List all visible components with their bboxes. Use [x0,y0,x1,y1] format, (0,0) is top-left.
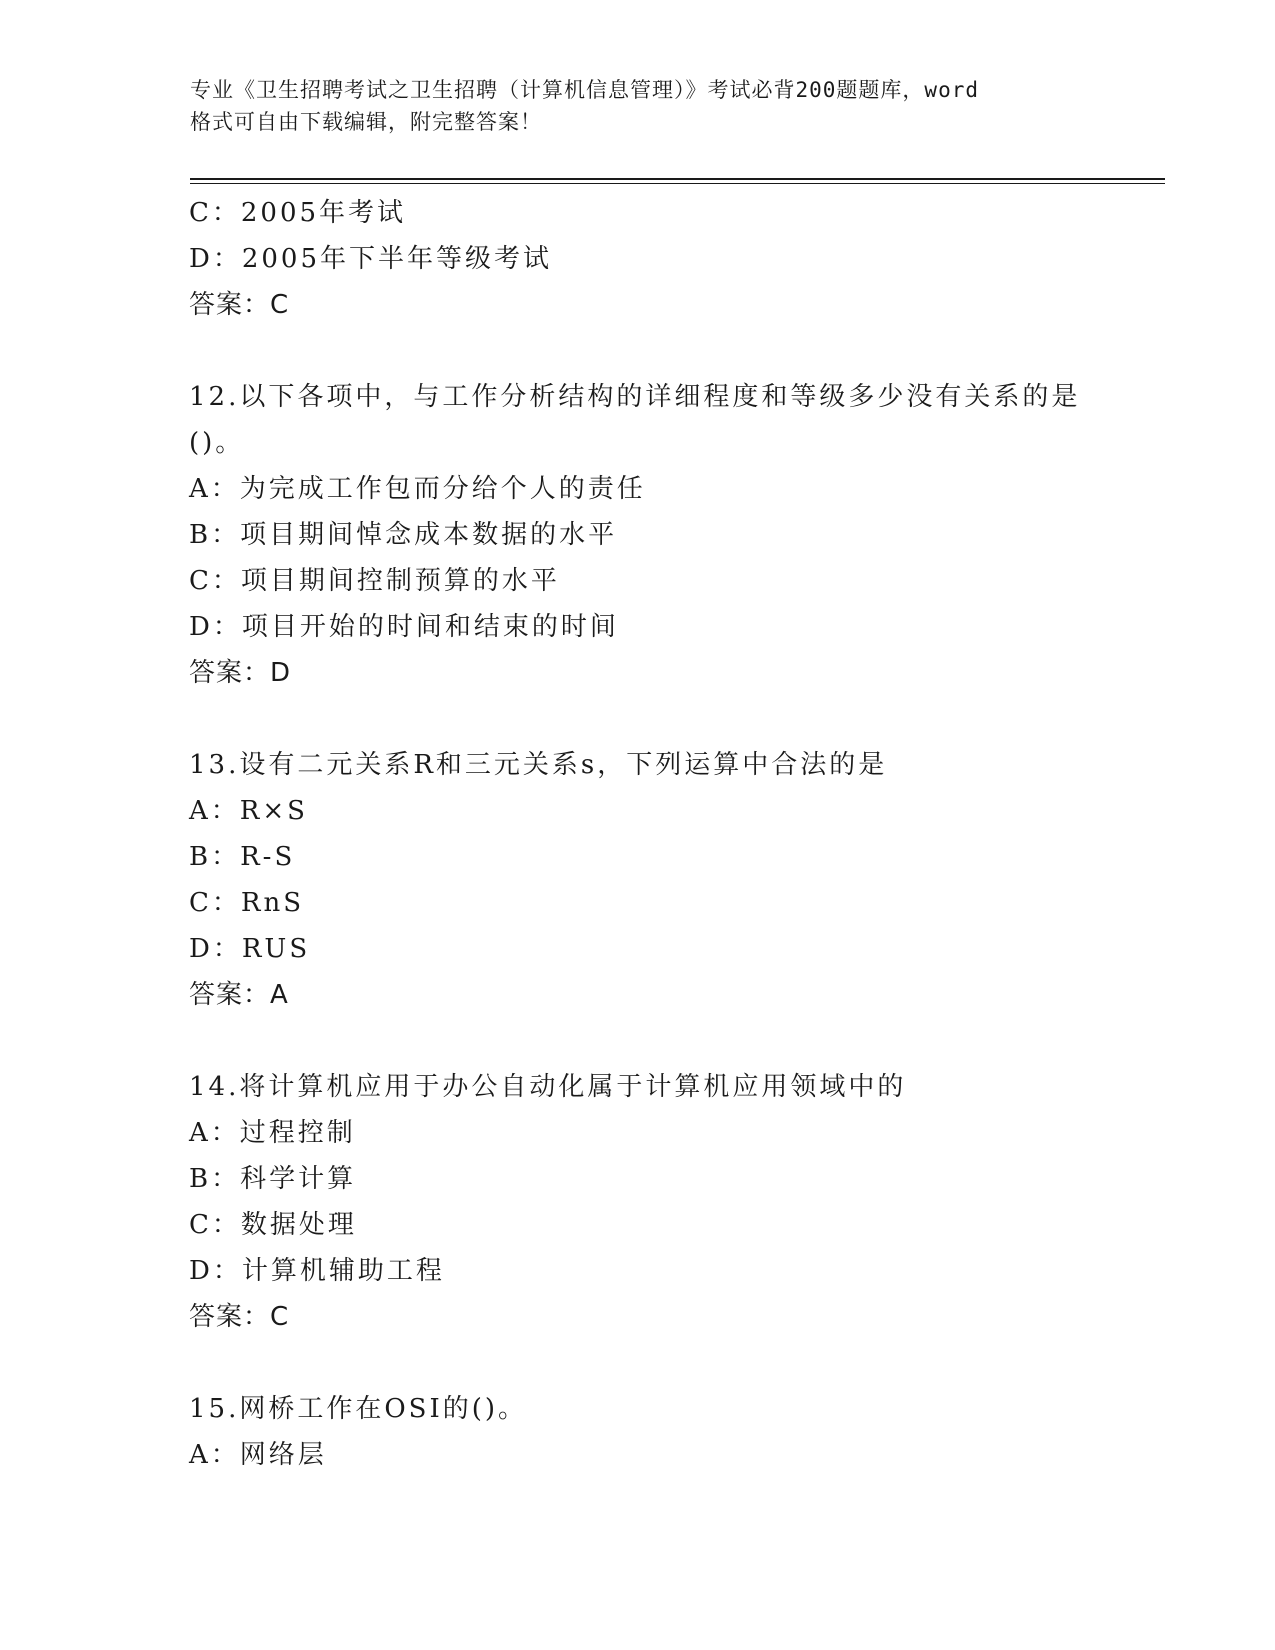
question-stem-cont: ()。 [189,428,245,458]
question-list [189,190,1119,1478]
question-13 [189,742,1119,1018]
option-c: C：项目期间控制预算的水平 [189,566,560,596]
question-14 [189,1064,1119,1340]
question-stem: 13.设有二元关系R和三元关系s，下列运算中合法的是 [189,750,888,780]
spacer [189,328,1119,374]
question-11-continued [189,190,1119,328]
option-c: C：数据处理 [189,1210,357,1240]
option-d: D：RUS [189,934,311,964]
answer-line: 答案：D [189,658,292,688]
answer-line: 答案：C [189,1302,290,1332]
header-divider-thin [190,183,1165,184]
option-d: D：2005年下半年等级考试 [189,244,553,274]
option-b: B：项目期间悼念成本数据的水平 [189,520,618,550]
header-line-1: 专业《卫生招聘考试之卫生招聘（计算机信息管理）》考试必背200题题库，word [190,78,979,102]
option-c: C：RnS [189,888,305,918]
spacer [189,696,1119,742]
option-a: A：过程控制 [189,1118,356,1148]
option-b: B：科学计算 [189,1164,357,1194]
spacer [189,1340,1119,1386]
option-c: C：2005年考试 [189,198,407,228]
question-15 [189,1386,1119,1478]
spacer [189,1018,1119,1064]
answer-line: 答案：C [189,290,290,320]
option-a: A：为完成工作包而分给个人的责任 [189,474,646,504]
option-d: D：计算机辅助工程 [189,1256,445,1286]
question-stem: 14.将计算机应用于办公自动化属于计算机应用领域中的 [189,1072,907,1102]
option-b: B：R-S [189,842,296,872]
header-divider-thick [190,178,1165,180]
option-d: D：项目开始的时间和结束的时间 [189,612,619,642]
question-stem: 12.以下各项中，与工作分析结构的详细程度和等级多少没有关系的是 [189,382,1081,412]
question-12 [189,374,1119,696]
header-line-2: 格式可自由下载编辑，附完整答案！ [190,110,542,134]
answer-line: 答案：A [189,980,289,1010]
document-header [190,74,1090,138]
question-stem: 15.网桥工作在OSI的()。 [189,1394,528,1424]
option-a: A：R×S [189,796,308,826]
option-a: A：网络层 [189,1440,327,1470]
